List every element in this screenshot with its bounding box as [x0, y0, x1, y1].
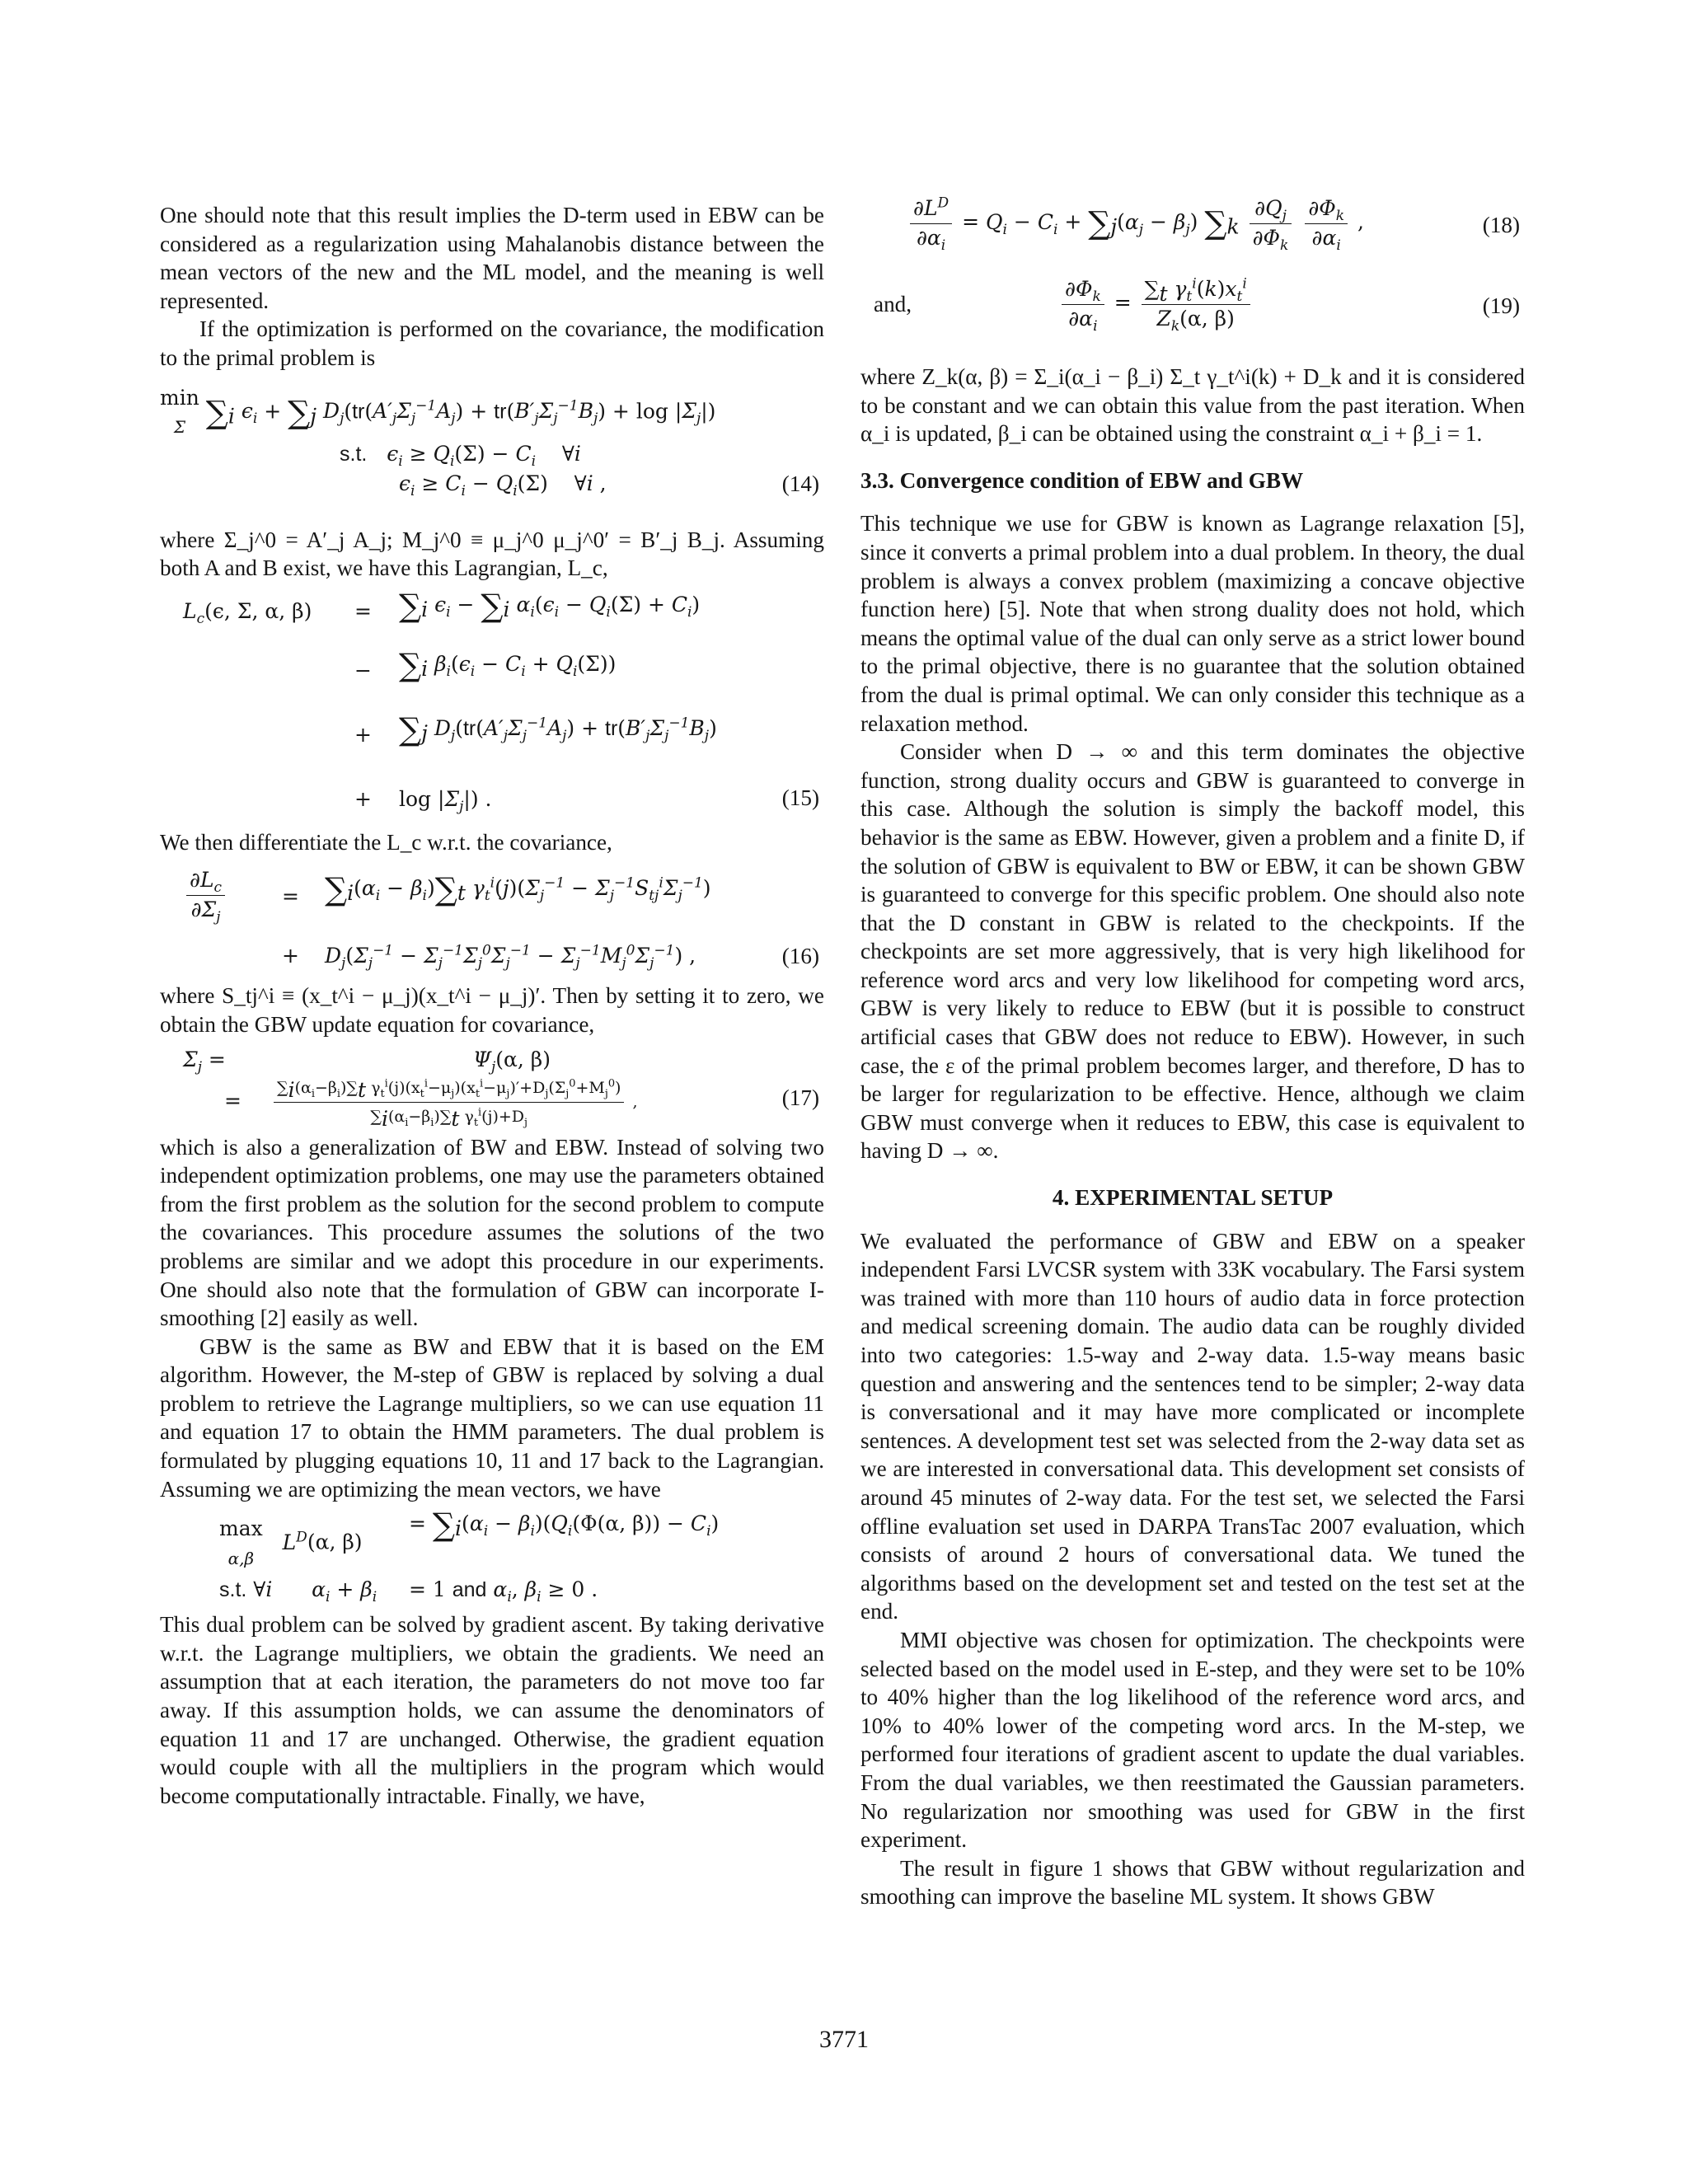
- page-number: 3771: [819, 2026, 869, 2053]
- left-column: [160, 201, 824, 1810]
- equation-14: min Σ $\sum_i$ $\epsilon_i + \sum_j$ $D_j(tr(A'_j\Sigma_j^{-1}A_j) + tr(B'_j\Sigma_j^{-1}B_j) + \log |\Sigma_j|)$ s.t. $\epsilon_i \ge Q_i(\Sigma) - C_i$ ∀i $\epsilon_i \ge C_i - Q_i(\Sigma)$ ∀i , (14): [160, 385, 819, 499]
- paragraph: GBW is the same as BW and EBW that it is based on the EM algorithm. However, the M-step of GBW is replaced by solving a dual problem to retrieve the Lagrange multipliers, so we can use equation 11 and equation 17 to obtain the HMM parameters. The dual problem is formulated by plugging equations 10, 11 and 17 back to the Lagrangian. Assuming we are optimizing the mean vectors, we have: [160, 1333, 824, 1502]
- equation-16: $\frac{\partial L_c}{\partial\Sigma_j}$ = $\sum_i(\alpha_i - \beta_i)\sum_t$ $\gamma_t^i(j)(\Sigma_j^{-1} - \Sigma_j^{-1}S_{tj}^i\Sigma_j^{-1})$ + $D_j(\Sigma_j^{-1} - \Sigma_j^{-1}\Sigma_j^0\Sigma_j^{-1} - \Sigma_j^{-1}M_j^0\Sigma_j^{-1})$ , (16): [160, 866, 824, 977]
- paragraph: This dual problem can be solved by gradient ascent. By taking derivative w.r.t. the Lagrange multipliers, we obtain the gradients. We need an assumption that at each iteration, the parameters do not move too far away. If this assumption holds, we can assume the denominators of equation 11 and 17 are unchanged. Otherwise, the gradient equation would couple with all the multipliers in the program which would become computationally intractable. Finally, we have,: [160, 1612, 824, 1808]
- paragraph: We evaluated the performance of GBW and EBW on a speaker independent Farsi LVCSR system with 33K vocabulary. The Farsi system was trained with more than 110 hours of audio data in force protection and medical screening domain. The audio data can be roughly divided into two categories: 1.5-way and 2-way data. 1.5-way means basic question and answering and the sentences tend to be simpler; 2-way data is conversational and it may have more complicated or incomplete sentences. A development test set was selected from the 2-way data set as we are interested in conversational data. This development set consists of around 45 minutes of 2-way data. For the test set, we selected the Farsi offline evaluation set used in DARPA TransTac 2007 evaluation, which consists of around 2 hours of conversational data. We tuned the algorithms based on the development set and tested on the test set at the end.: [860, 1228, 1525, 1624]
- section-heading: 4. EXPERIMENTAL SETUP: [1052, 1185, 1334, 1211]
- equation-number: (18): [1482, 213, 1520, 237]
- equation-17: $\Sigma_j$ = $\Psi_j(\alpha$, β) = $\frac{\sum_i(\alpha_i-\beta_i)\sum_t \gamma_t^i(j)(x_t^i-\mu_j)(x_t^i-\mu_j)'+D_j(\Sigma_j^0+M_j^0)}{\sum_i(\alpha_i-\beta_i)\sum_t \gamma_t^i(j)+D_j}$ , (17): [183, 1047, 819, 1131]
- right-column: [860, 194, 1525, 1911]
- paragraph: which is also a generalization of BW and EBW. Instead of solving two independent optimization problems, one may use the parameters obtained from the first problem as the solution for the second problem to compute the covariances. This procedure assumes the solutions of the two problems are similar and we adopt this procedure in our experiments. One should also note that the formulation of GBW can incorporate I-smoothing [2] easily as well.: [160, 1134, 824, 1331]
- paragraph: where S_tj^i ≡ (x_t^i − μ_j)(x_t^i − μ_j)′. Then by setting it to zero, we obtain the GBW update equation for covariance,: [160, 983, 824, 1037]
- paragraph: If the optimization is performed on the covariance, the modification to the primal problem is: [160, 316, 824, 370]
- equation-19: and, $\frac{\partial\Phi_k}{\partial\alpha_i}$ = $\frac{\sum_t \gamma_t^i(k)x_t^i}{Z_k(\alpha, \beta)}$ (19): [874, 275, 1520, 335]
- and-label: and,: [874, 292, 912, 316]
- paragraph: where Σ_j^0 = A′_j A_j; M_j^0 ≡ μ_j^0 μ_j^0′ = B′_j B_j. Assuming both A and B exist, we have this Lagrangian, L_c,: [160, 527, 824, 581]
- equation-18: $\frac{\partial L^D}{\partial\alpha_i}$ = $Q_i - C_i + \sum_j(\alpha_j - \beta_j)$ $\sum_k$ $\frac{\partial Q_j}{\partial\Phi_k}$ $\frac{\partial\Phi_k}{\partial\alpha_i}$ , (18): [860, 194, 1525, 274]
- paragraph: We then differentiate the L_c w.r.t. the covariance,: [160, 829, 612, 855]
- paragraph: The result in figure 1 shows that GBW without regularization and smoothing can improve the baseline ML system. It shows GBW: [860, 1855, 1525, 1910]
- equation-number: (15): [781, 785, 819, 810]
- paragraph: One should note that this result implies the D-term used in EBW can be considered as a regularization using Mahalanobis distance between the mean vectors of the new and the ML model, and the meaning is well represented.: [160, 203, 824, 313]
- section-heading: 3.3. Convergence condition of EBW and GBW: [860, 467, 1304, 493]
- paragraph: Consider when D → ∞ and this term dominates the objective function, strong duality occurs and GBW is guaranteed to converge in this case. Although the solution is simply the backoff model, this behavior is the same as EBW. However, given a problem and a finite D, if the solution of GBW is equivalent to BW or EBW, it can be shown GBW is guaranteed to converge for this specific problem. One should also note that the D constant in GBW is related to the checkpoints. If the checkpoints are set more aggressively, that is very high likelihood for reference word arcs and very low likelihood for competing word arcs, GBW is very likely to reduce to EBW (but it is possible to construct artificial cases that GBW does not reduce to EBW). However, in such case, the ε of the primal problem becomes larger, and therefore, D has to be larger for regularization to be effective. Hence, although we claim GBW must converge when it reduces to EBW, this case is equivalent to having D → ∞.: [860, 739, 1525, 1164]
- equation-number: (14): [781, 471, 819, 496]
- equation-number: (16): [781, 944, 819, 969]
- equation-15: $L_c(\epsilon$, Σ, α, β) = $\sum_i$ $\epsilon_i - \sum_i$ $\alpha_i(\epsilon_i - Q_i(\Sigma) + C_i)$ − $\sum_i$ $\beta_i(\epsilon_i - C_i + Q_i(\Sigma))$ + $\sum_j$ $D_j(tr(A'_j\Sigma_j^{-1}A_j) + tr(B'_j\Sigma_j^{-1}B_j)$ + $\log |\Sigma_j|$) . (15): [183, 587, 819, 815]
- paragraph: MMI objective was chosen for optimization. The checkpoints were selected based on the model used in E-step, and they were set to be 10% to 40% higher than the log likelihood of the reference word arcs, and 10% to 40% lower of the competing word arcs. In the M-step, we performed four iterations of gradient ascent to update the dual variables. From the dual variables, we then reestimated the Gaussian parameters. No regularization nor smoothing was used for GBW in the first experiment.: [860, 1627, 1525, 1853]
- equation-number: (19): [1482, 293, 1520, 318]
- paragraph: This technique we use for GBW is known as Lagrange relaxation [5], since it converts a primal problem into a dual problem. In theory, the dual problem is always a convex problem (maximizing a concave objective function here) [5]. Note that when strong duality does not hold, which means the optimal value of the dual can only serve as a strict lower bound to the primal objective, there is no guarantee that the solution obtained from the dual is primal optimal. We can only consider this technique as a relaxation method.: [860, 511, 1525, 736]
- equation-dual-problem: max α,β $L^D(\alpha$, β) = $\sum_i(\alpha_i - \beta_i)(Q_i(\Phi(\alpha$, $\beta)) - C_i$) s.t. ∀i $\alpha_i + \beta_i$ = 1 and $\alpha_i$, $\beta_i \ge 0$ .: [219, 1507, 720, 1606]
- paragraph: where Z_k(α, β) = Σ_i(α_i − β_i) Σ_t γ_t^i(k) + D_k and it is considered to be constant and we can obtain this value from the past iteration. When α_i is updated, β_i can be obtained using the constraint α_i + β_i = 1.: [860, 364, 1525, 447]
- equation-number: (17): [781, 1085, 819, 1110]
